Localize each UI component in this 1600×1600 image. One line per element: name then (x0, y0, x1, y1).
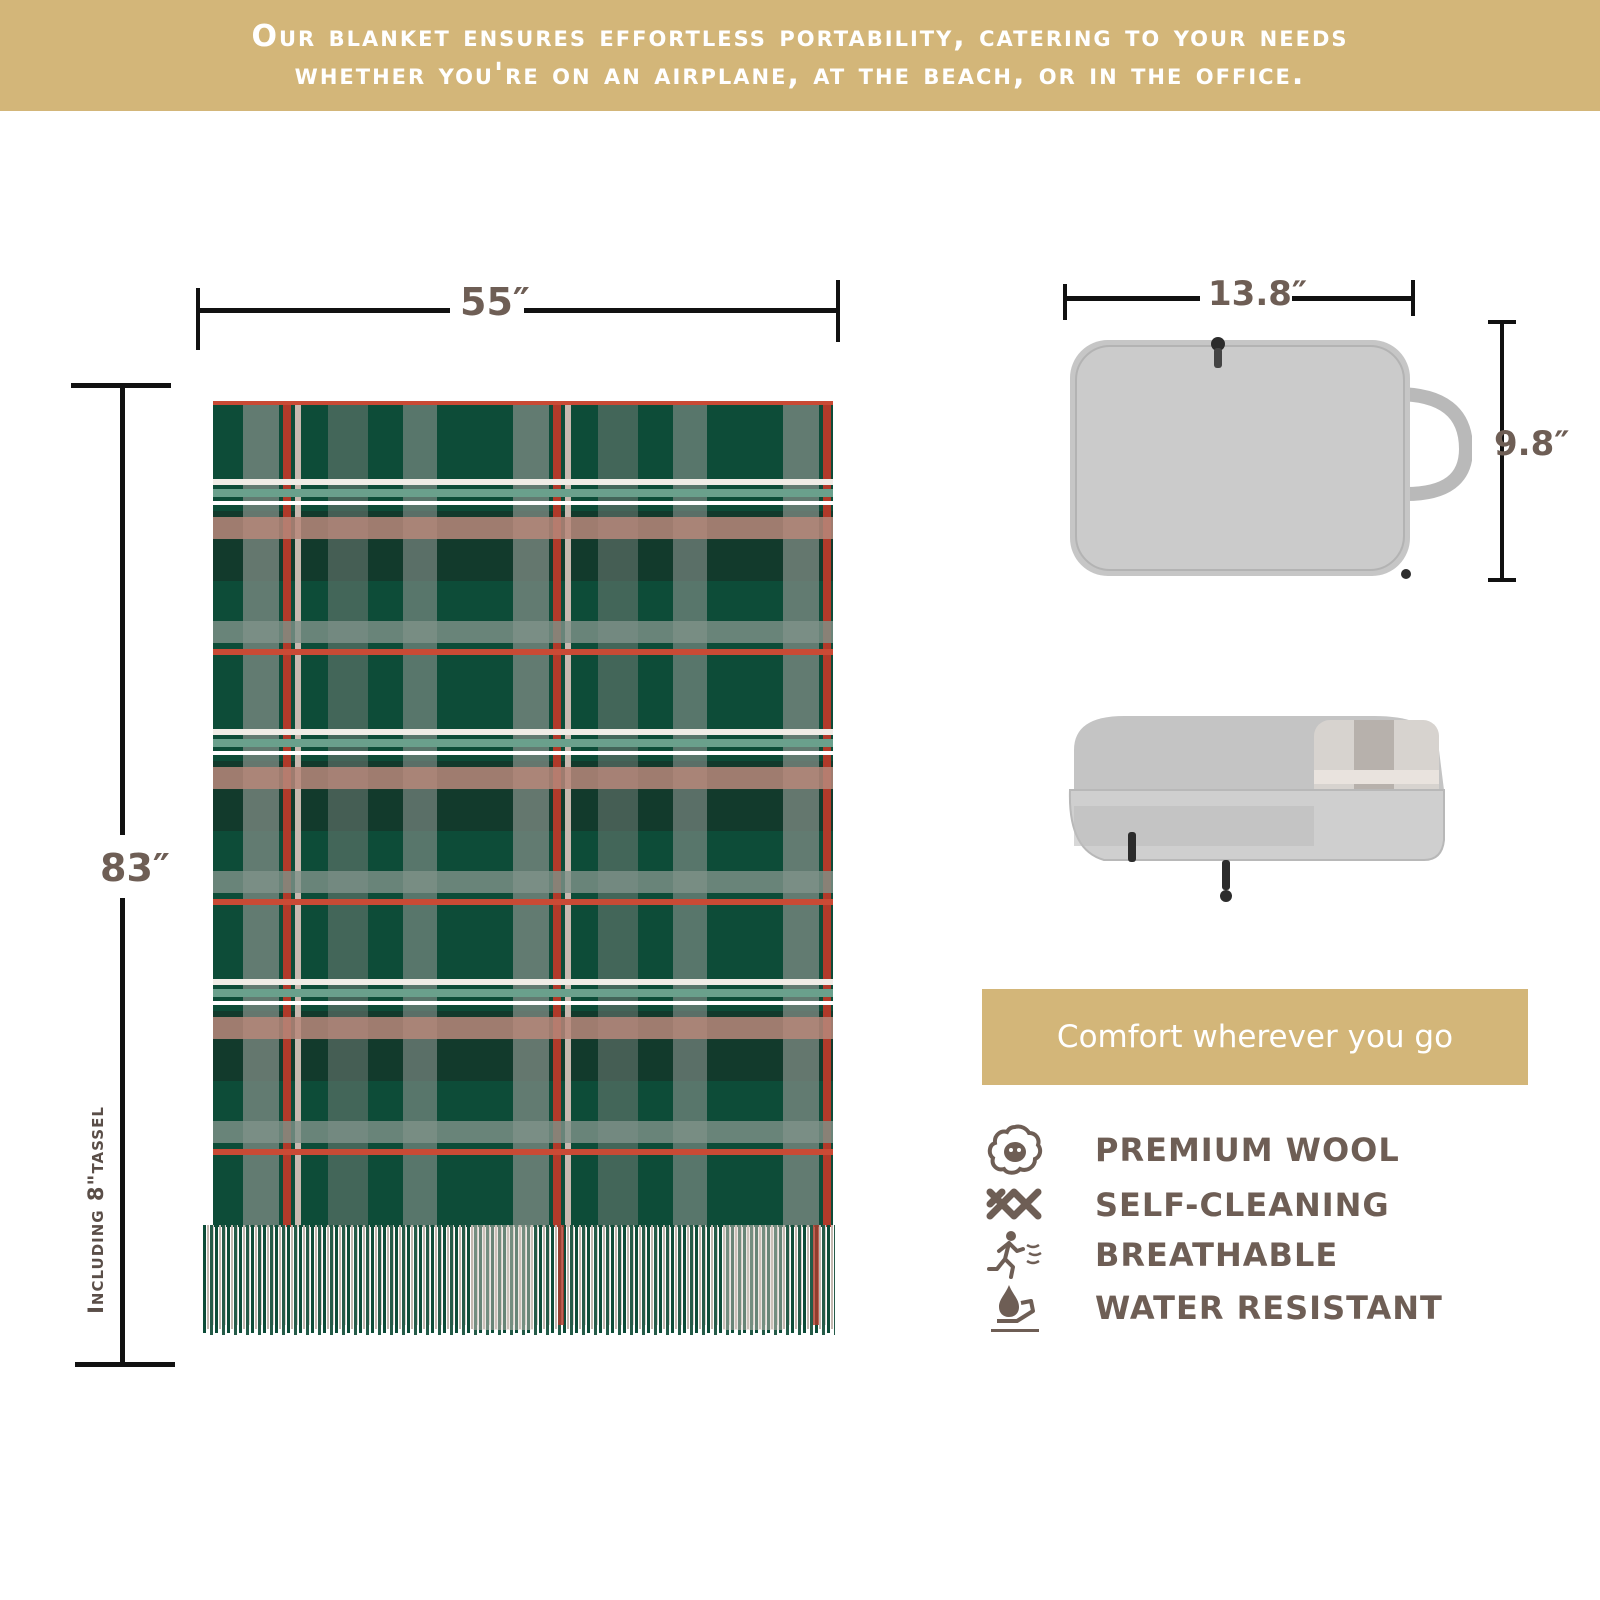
open-bag-image (1064, 710, 1454, 910)
running-person-icon (985, 1227, 1045, 1283)
storage-bag-image (1066, 334, 1472, 584)
blanket-height-label: 83″ (100, 846, 170, 890)
feature-premium-wool (985, 1122, 1400, 1178)
feature-label: PREMIUM WOOL (1095, 1131, 1400, 1169)
bag-width-label: 13.8″ (1208, 274, 1308, 314)
tagline: Comfort wherever you go (1056, 1019, 1454, 1055)
water-drop-hand-icon (985, 1280, 1045, 1336)
feature-label: BREATHABLE (1095, 1236, 1339, 1274)
feature-water-resistant (985, 1280, 1443, 1336)
banner-line-1: Our blanket ensures effortless portability, catering to your needs (251, 18, 1349, 54)
feature-label: SELF-CLEANING (1095, 1186, 1390, 1224)
x-pattern-icon (985, 1177, 1045, 1233)
tassel-note: Including 8"tassel (84, 1106, 108, 1314)
bag-height-label: 9.8″ (1494, 424, 1570, 464)
sheep-icon (985, 1122, 1045, 1178)
plaid-blanket-image (213, 401, 833, 1227)
feature-label: WATER RESISTANT (1095, 1289, 1443, 1327)
feature-self-cleaning (985, 1177, 1390, 1233)
banner-line-2: whether you're on an airplane, at the beach, or in the office. (294, 56, 1306, 92)
tagline-box (982, 989, 1528, 1085)
top-banner (0, 0, 1600, 111)
blanket-width-label: 55″ (460, 280, 530, 324)
feature-breathable (985, 1227, 1338, 1283)
blanket-fringe (203, 1225, 835, 1337)
